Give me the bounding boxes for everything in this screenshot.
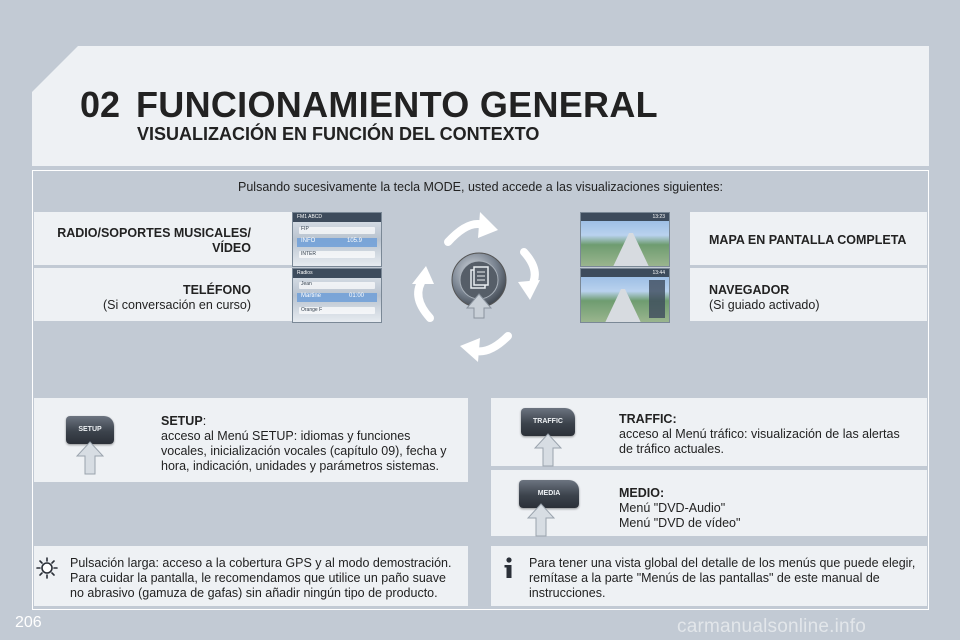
setup-button[interactable]: SETUP <box>66 416 114 444</box>
media-title: MEDIO: <box>619 486 665 500</box>
cycle-arrow-right <box>518 252 540 300</box>
media-description <box>619 486 740 531</box>
tip-note-line: Pulsación larga: acceso a la cobertura GPS y al modo demostración. <box>70 556 452 570</box>
info-note-text <box>529 556 915 601</box>
screen-row-text: FIP <box>301 226 309 232</box>
screen-thumb-telefono <box>292 268 382 323</box>
mode-label-navegador-note: (Si guiado activado) <box>709 298 820 312</box>
screen-thumb-mapa <box>580 212 670 267</box>
screen-row-text: Martine <box>301 293 322 299</box>
intro-text: Pulsando sucesivamente la tecla MODE, usted accede a las visualizaciones siguientes: <box>238 180 723 194</box>
map-road-graphic <box>611 233 651 267</box>
nav-guidance-panel <box>649 280 665 318</box>
setup-desc-line: vocales, inicialización vocales (capítulo 09), fecha y <box>161 444 447 458</box>
info-note-line: instrucciones. <box>529 586 606 600</box>
screen-list-row <box>299 227 375 234</box>
setup-desc-line: acceso al Menú SETUP: idiomas y funciones <box>161 429 411 443</box>
tip-note-text <box>70 556 451 601</box>
screen-row-text: INFO <box>301 238 316 244</box>
setup-press-arrow-icon <box>76 440 104 476</box>
mode-label-radio-line2: VÍDEO <box>212 241 251 255</box>
screen-row-text: 01:00 <box>349 293 365 299</box>
page-subtitle: VISUALIZACIÓN EN FUNCIÓN DEL CONTEXTO <box>137 124 540 144</box>
mode-label-telefono-title: TELÉFONO <box>182 283 251 297</box>
screen-row-text: Orange F <box>301 307 323 313</box>
screen-row-text: Jean <box>301 281 312 287</box>
info-icon <box>498 556 520 580</box>
map-road-graphic <box>603 289 643 323</box>
cycle-arrow-left <box>412 266 434 318</box>
traffic-title: TRAFFIC: <box>619 412 677 426</box>
page-title: FUNCIONAMIENTO GENERAL <box>136 84 658 125</box>
watermark: carmanualsonline.info <box>677 616 867 637</box>
traffic-press-arrow-icon <box>534 432 562 468</box>
mode-label-telefono <box>103 283 251 313</box>
traffic-button[interactable]: TRAFFIC <box>521 408 575 436</box>
screen-thumb-radio <box>292 212 382 267</box>
screen-header-text: FM1 ABCD <box>297 214 323 220</box>
screen-row-text: 105.9 <box>347 238 363 244</box>
screen-row-text: INTER <box>301 251 316 257</box>
tip-note-line: Para cuidar la pantalla, le recomendamos que utilice un paño suave <box>70 571 446 585</box>
screen-clock: 13:44 <box>652 270 665 276</box>
traffic-desc-line: de tráfico actuales. <box>619 442 724 456</box>
screen-thumb-navegador <box>580 268 670 323</box>
tip-note-line: no abrasivo (gamuza de gafas) sin añadir ningún tipo de producto. <box>70 586 438 600</box>
page-number: 206 <box>15 614 42 631</box>
setup-description <box>161 414 447 474</box>
setup-title: SETUP <box>161 414 203 428</box>
setup-title-colon: : <box>202 414 207 428</box>
media-button[interactable]: MEDIA <box>519 480 579 508</box>
mode-icon <box>471 267 488 288</box>
mode-label-navegador-title: NAVEGADOR <box>709 283 790 297</box>
mode-label-navegador <box>709 283 819 313</box>
media-desc-line: Menú "DVD de vídeo" <box>619 516 741 530</box>
screen-header-text: Radios <box>297 270 313 276</box>
info-note-line: Para tener una vista global del detalle de los menús que puede elegir, <box>529 556 916 570</box>
traffic-desc-line: acceso al Menú tráfico: visualización de las alertas <box>619 427 900 441</box>
screen-clock: 13:23 <box>652 214 665 220</box>
info-note-line: remítase a la parte "Menús de las pantallas" de este manual de <box>529 571 880 585</box>
chapter-number: 02 <box>80 84 121 125</box>
mode-label-mapa: MAPA EN PANTALLA COMPLETA <box>709 233 907 247</box>
media-desc-line: Menú "DVD-Audio" <box>619 501 726 515</box>
mode-label-radio <box>57 226 251 256</box>
traffic-description <box>619 412 900 457</box>
setup-desc-line: hora, indicación, unidades y parámetros sistemas. <box>161 459 439 473</box>
cycle-arrow-top <box>448 212 498 242</box>
mode-label-radio-line1: RADIO/SOPORTES MUSICALES/ <box>57 226 251 240</box>
cycle-arrow-bottom <box>460 336 508 362</box>
mode-label-telefono-note: (Si conversación en curso) <box>103 298 251 312</box>
mode-cycle-diagram <box>400 200 560 365</box>
sun-icon <box>36 557 58 579</box>
media-press-arrow-icon <box>527 502 555 538</box>
